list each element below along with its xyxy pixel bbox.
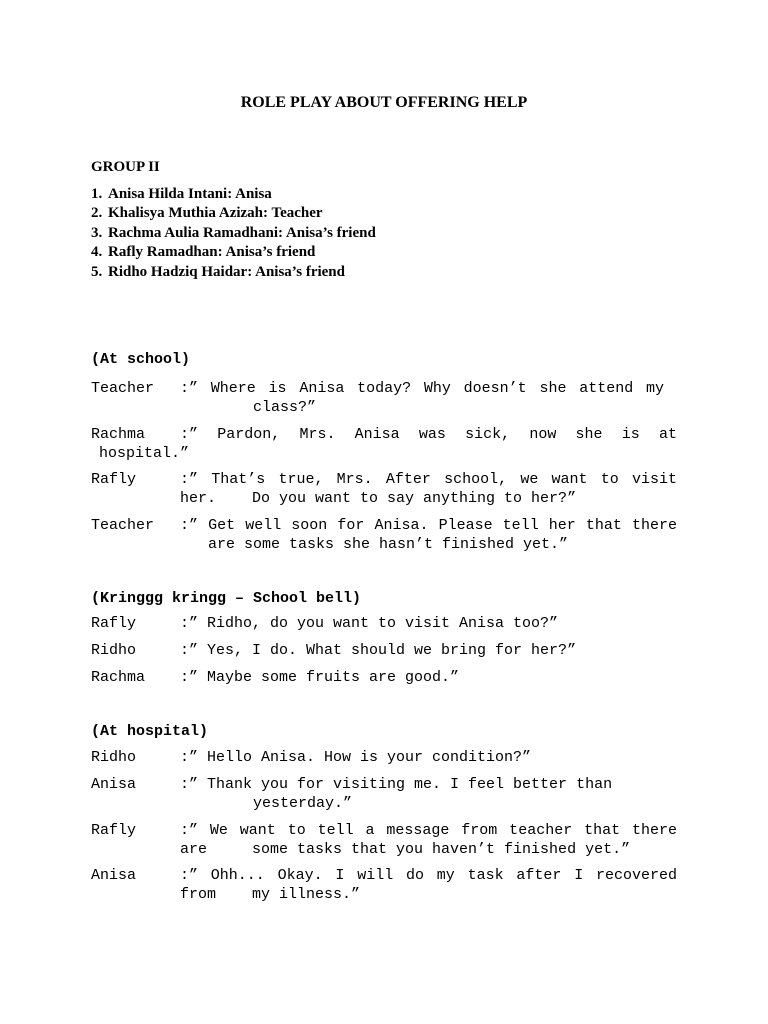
dialogue-line: :” Thank you for visiting me. I feel better than — [180, 776, 613, 793]
dialogue-line: :” That’s true, Mrs. After school, we want to visit — [180, 471, 677, 488]
member-item — [91, 185, 376, 204]
member-number: 5. — [91, 263, 103, 280]
member-text: Ridho Hadziq Haidar: Anisa’s friend — [108, 263, 345, 280]
scene-heading: (At hospital) — [91, 723, 209, 740]
scene-heading: (Kringgg kringg – School bell) — [91, 590, 362, 607]
member-number: 3. — [91, 224, 103, 241]
dialogue-line: :” Pardon, Mrs. Anisa was sick, now she is at — [180, 426, 677, 443]
speaker-name: Rafly — [91, 822, 137, 839]
member-item — [91, 224, 376, 243]
speaker-name: Teacher — [91, 380, 155, 397]
dialogue-line: :” Ridho, do you want to visit Anisa too?” — [180, 615, 559, 632]
speaker-name: Rachma — [91, 669, 146, 686]
dialogue-line: :” Hello Anisa. How is your condition?” — [180, 749, 532, 766]
group-label: GROUP II — [91, 159, 160, 175]
dialogue-continuation: are some tasks she hasn’t finished yet.” — [208, 536, 569, 553]
scene-heading: (At school) — [91, 351, 191, 368]
speaker-name: Rafly — [91, 471, 137, 488]
member-list — [91, 185, 376, 282]
member-text: Anisa Hilda Intani: Anisa — [108, 186, 272, 202]
speaker-name: Rachma — [91, 426, 146, 443]
member-text: Rachma Aulia Ramadhani: Anisa’s friend — [108, 224, 376, 241]
dialogue-line: :” Maybe some fruits are good.” — [180, 669, 460, 686]
dialogue-line: :” Ohh... Okay. I will do my task after I recovered — [180, 867, 677, 884]
dialogue-continuation: are some tasks that you haven’t finished yet.” — [180, 841, 631, 858]
speaker-name: Rafly — [91, 615, 137, 632]
member-number: 1. — [91, 186, 103, 202]
dialogue-line: :” Where is Anisa today? Why doesn’t she attend my — [180, 380, 664, 397]
member-text: Khalisya Muthia Azizah: Teacher — [108, 205, 323, 222]
dialogue-continuation: hospital.” — [99, 445, 190, 462]
speaker-name: Ridho — [91, 642, 137, 659]
member-text: Rafly Ramadhan: Anisa’s friend — [108, 244, 316, 261]
member-number: 2. — [91, 205, 103, 222]
member-item — [91, 243, 376, 262]
speaker-name: Teacher — [91, 517, 155, 534]
dialogue-line: :” We want to tell a message from teacher that there — [180, 822, 677, 839]
dialogue-continuation: class?” — [253, 399, 317, 416]
speaker-name: Ridho — [91, 749, 137, 766]
speaker-name: Anisa — [91, 776, 137, 793]
member-item — [91, 263, 376, 282]
member-item — [91, 204, 376, 223]
document-title: ROLE PLAY ABOUT OFFERING HELP — [240, 94, 528, 111]
speaker-name: Anisa — [91, 867, 137, 884]
dialogue-continuation: yesterday.” — [253, 795, 353, 812]
dialogue-continuation: her. Do you want to say anything to her?” — [180, 490, 577, 507]
dialogue-line: :” Yes, I do. What should we bring for her?” — [180, 642, 577, 659]
member-number: 4. — [91, 244, 103, 261]
dialogue-continuation: from my illness.” — [180, 886, 361, 903]
dialogue-line: :” Get well soon for Anisa. Please tell her that there — [180, 517, 677, 534]
